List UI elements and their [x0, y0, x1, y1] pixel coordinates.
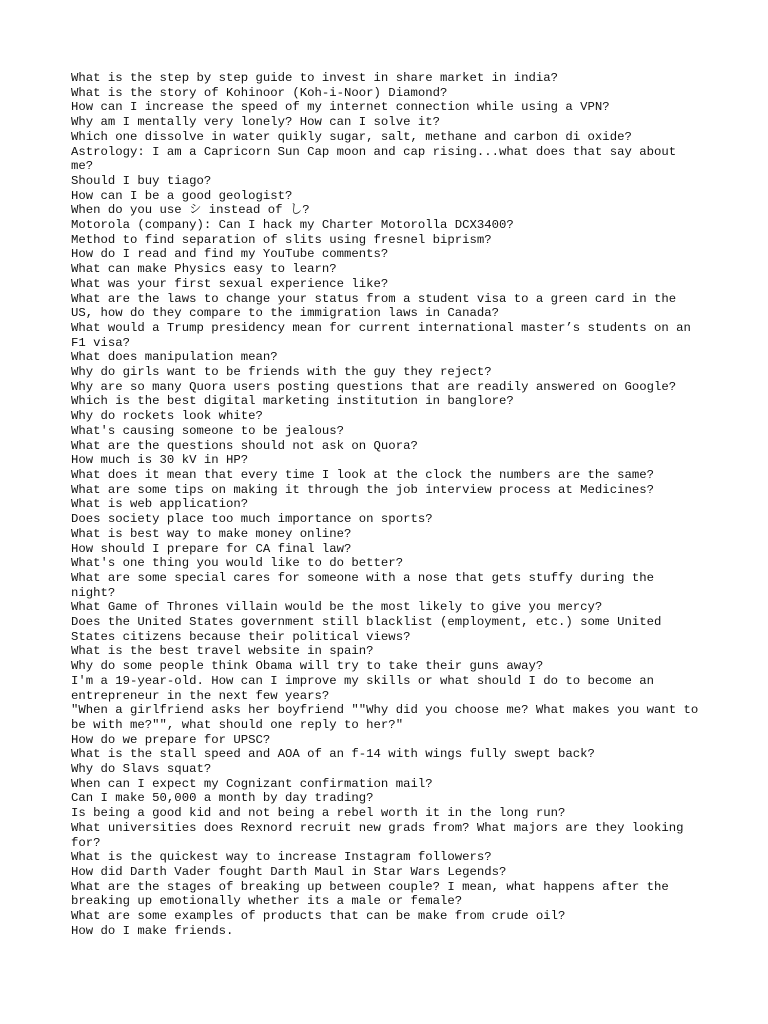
- question-line: What was your first sexual experience like?: [71, 276, 389, 291]
- question-line: What is the story of Kohinoor (Koh-i-Noor) Diamond?: [71, 85, 448, 100]
- question-line: What are some special cares for someone with a nose that gets stuffy during the night?: [71, 570, 662, 600]
- question-line: When can I expect my Cognizant confirmation mail?: [71, 776, 433, 791]
- question-line: What is web application?: [71, 497, 249, 512]
- question-line: What universities does Rexnord recruit new grads from? What majors are they looking for?: [71, 820, 691, 850]
- question-line: What is the quickest way to increase Instagram followers?: [71, 850, 492, 865]
- question-line: How do I read and find my YouTube comments?: [71, 247, 389, 262]
- document-page: [71, 71, 706, 938]
- question-line: What is the stall speed and AOA of an f-14 with wings fully swept back?: [71, 747, 595, 762]
- question-line: What is the step by step guide to invest in share market in india?: [71, 71, 559, 85]
- question-line: Why do girls want to be friends with the guy they reject?: [71, 365, 492, 380]
- question-line: How do we prepare for UPSC?: [71, 732, 271, 747]
- question-line: What is best way to make money online?: [71, 526, 352, 541]
- question-line: What can make Physics easy to learn?: [71, 262, 337, 277]
- question-line: What does it mean that every time I look at the clock the numbers are the same?: [71, 467, 654, 482]
- question-line: What are some examples of products that can be make from crude oil?: [71, 909, 566, 924]
- question-line: Does society place too much importance on sports?: [71, 512, 433, 527]
- question-line: What would a Trump presidency mean for current international master’s students on an F1 visa?: [71, 320, 699, 350]
- question-line: Should I buy tiago?: [71, 173, 212, 188]
- question-line: What are the questions should not ask on Quora?: [71, 438, 418, 453]
- question-line: Is being a good kid and not being a rebel worth it in the long run?: [71, 806, 566, 821]
- question-line: "When a girlfriend asks her boyfriend ""Why did you choose me? What makes you want to be with me?"", what should one reply to her?": [71, 703, 706, 732]
- question-line: What are some tips on making it through the job interview process at Medicines?: [71, 482, 654, 497]
- question-line: How should I prepare for CA final law?: [71, 541, 352, 556]
- question-line: When do you use シ instead of し?: [71, 203, 310, 218]
- question-line: Motorola (company): Can I hack my Charter Motorolla DCX3400?: [71, 218, 514, 233]
- question-line: Why are so many Quora users posting questions that are readily answered on Google?: [71, 379, 677, 394]
- question-line: I'm a 19-year-old. How can I improve my skills or what should I do to become an entrepreneur in the next few years?: [71, 673, 662, 703]
- question-line: Can I make 50,000 a month by day trading?: [71, 791, 374, 806]
- question-line: How do I make friends.: [71, 923, 234, 938]
- question-line: Why do Slavs squat?: [71, 762, 212, 777]
- question-line: Why do some people think Obama will try to take their guns away?: [71, 659, 544, 674]
- question-line: What are the stages of breaking up between couple? I mean, what happens after the breaking up emotionally whether its a male or female?: [71, 879, 677, 909]
- question-line: What's causing someone to be jealous?: [71, 423, 345, 438]
- question-line: How much is 30 kV in HP?: [71, 453, 249, 468]
- question-line: What's one thing you would like to do better?: [71, 556, 404, 571]
- question-line: What is the best travel website in spain?: [71, 644, 374, 659]
- question-line: Method to find separation of slits using fresnel biprism?: [71, 232, 492, 247]
- question-line: Why am I mentally very lonely? How can I solve it?: [71, 115, 440, 130]
- question-line: Does the United States government still blacklist (employment, etc.) some United States citizens because their political views?: [71, 615, 669, 644]
- question-line: Which is the best digital marketing institution in banglore?: [71, 394, 514, 409]
- question-line: What Game of Thrones villain would be the most likely to give you mercy?: [71, 600, 603, 615]
- question-line: How did Darth Vader fought Darth Maul in Star Wars Legends?: [71, 864, 507, 879]
- question-line: What are the laws to change your status from a student visa to a green card in the US, how do they compare to the immigration laws in Canada?: [71, 291, 684, 321]
- question-line: What does manipulation mean?: [71, 350, 278, 365]
- question-line: Astrology: I am a Capricorn Sun Cap moon and cap rising...what does that say about me?: [71, 144, 684, 174]
- question-line: How can I increase the speed of my internet connection while using a VPN?: [71, 100, 610, 115]
- question-line: Why do rockets look white?: [71, 409, 263, 424]
- question-line: How can I be a good geologist?: [71, 188, 293, 203]
- question-line: Which one dissolve in water quikly sugar, salt, methane and carbon di oxide?: [71, 129, 632, 144]
